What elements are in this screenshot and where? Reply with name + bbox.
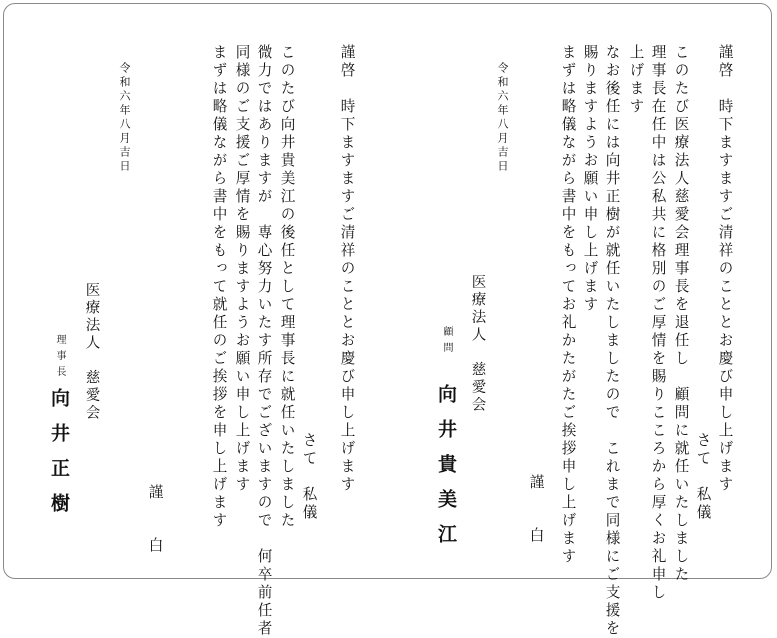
right-letter-line-5: 上げます	[627, 44, 645, 116]
left-letter-line-1: 謹啓 時下ますますご清祥のこととお慶び申し上げます	[338, 44, 356, 494]
right-letter-title: 顧問	[441, 326, 452, 358]
right-letter-date: 令和六年八月吉日	[496, 62, 509, 174]
left-letter-org: 医療法人 慈愛会	[83, 282, 100, 422]
right-letter-line-8: まずは略儀ながら書中をもってお礼かたがたご挨拶申し上げます	[559, 44, 577, 566]
right-letter-line-3: このたび医療法人慈愛会理事長を退任し 顧問に就任いたしました	[672, 44, 690, 584]
right-letter-line-7: 賜りますようお願い申し上げます	[581, 44, 599, 314]
left-letter-line-2: さて 私儀	[300, 432, 318, 522]
right-letter-closing: 謹 白	[527, 474, 545, 554]
right-letter-line-6: なお後任には向井正樹が就任いたしましたので これまで同様にご支援を	[603, 44, 621, 638]
left-letter-title: 理事長	[54, 334, 65, 382]
left-letter-line-4: 微力ではありますが 専心努力いたす所存でございますので 何卒前任者	[255, 44, 273, 638]
left-letter-line-5: 同様のご支援ご厚情を賜りますようお願い申し上げます	[233, 44, 251, 494]
right-letter-line-1: 謹啓 時下ますますご清祥のこととお慶び申し上げます	[716, 44, 734, 494]
left-letter-line-3: このたび向井貴美江の後任として理事長に就任いたしました	[278, 44, 296, 530]
greeting-card	[3, 3, 772, 638]
right-letter-line-2: さて 私儀	[694, 432, 712, 522]
right-letter-name: 向井貴美江	[435, 384, 457, 559]
left-letter-closing: 謹 白	[146, 484, 164, 564]
left-letter-date: 令和六年八月吉日	[118, 62, 131, 174]
right-letter-org: 医療法人 慈愛会	[469, 274, 486, 414]
left-letter-name: 向井正樹	[48, 388, 70, 528]
right-letter-line-4: 理事長在任中は公私共に格別のご厚情を賜りこころから厚くお礼申し	[649, 44, 667, 602]
left-letter-line-6: まずは略儀ながら書中をもって就任のご挨拶を申し上げます	[210, 44, 228, 530]
